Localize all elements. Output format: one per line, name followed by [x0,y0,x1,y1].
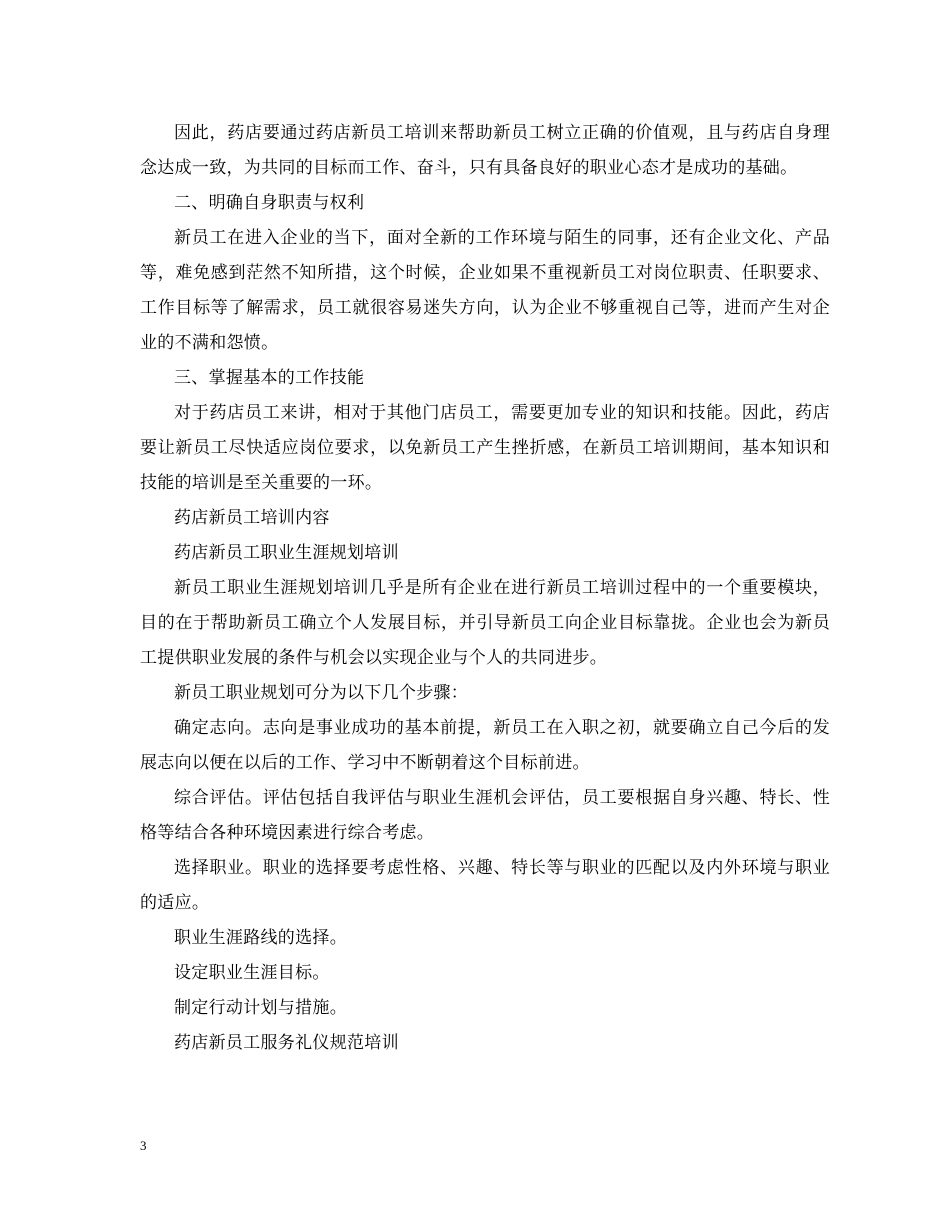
paragraph-step-career-choice: 选择职业。职业的选择要考虑性格、兴趣、特长等与职业的匹配以及内外环境与职业的适应。 [140,858,830,913]
paragraph-step-action-plan: 制定行动计划与措施。 [174,998,347,1018]
heading-etiquette-training: 药店新员工服务礼仪规范培训 [174,1033,399,1053]
page-number: 3 [140,1138,147,1153]
paragraph-skills: 对于药店员工来讲，相对于其他门店员工，需要更加专业的知识和技能。因此，药店要让新员工尽快适应岗位要求，以免新员工产生挫折感，在新员工培训期间，基本知识和技能的培训是至关重要的一环。 [140,403,830,493]
paragraph-career-planning: 新员工职业生涯规划培训几乎是所有企业在进行新员工培训过程中的一个重要模块，目的在于帮助新员工确立个人发展目标，并引导新员工向企业目标靠拢。企业也会为新员工提供职业发展的条件与机会以实现企业与个人的共同进步。 [140,578,830,668]
heading-basic-skills: 三、掌握基本的工作技能 [174,368,365,388]
paragraph-steps-intro: 新员工职业规划可分为以下几个步骤： [174,683,469,703]
paragraph-intro-values: 因此，药店要通过药店新员工培训来帮助新员工树立正确的价值观，且与药店自身理念达成一致，为共同的目标而工作、奋斗，只有具备良好的职业心态才是成功的基础。 [140,123,830,178]
paragraph-step-aspiration: 确定志向。志向是事业成功的基本前提，新员工在入职之初，就要确立自己今后的发展志向以便在以后的工作、学习中不断朝着这个目标前进。 [140,718,830,773]
heading-training-content: 药店新员工培训内容 [174,508,330,528]
heading-career-planning: 药店新员工职业生涯规划培训 [174,543,399,563]
document-body [140,116,830,1061]
paragraph-duties: 新员工在进入企业的当下，面对全新的工作环境与陌生的同事，还有企业文化、产品等，难免感到茫然不知所措，这个时候，企业如果不重视新员工对岗位职责、任职要求、工作目标等了解需求，员工就很容易迷失方向，认为企业不够重视自己等，进而产生对企业的不满和怨愤。 [140,228,830,353]
paragraph-step-goals: 设定职业生涯目标。 [174,963,330,983]
paragraph-step-career-path: 职业生涯路线的选择。 [174,928,347,948]
heading-duties-rights: 二、明确自身职责与权利 [174,193,365,213]
paragraph-step-assessment: 综合评估。评估包括自我评估与职业生涯机会评估，员工要根据自身兴趣、特长、性格等结合各种环境因素进行综合考虑。 [140,788,830,843]
